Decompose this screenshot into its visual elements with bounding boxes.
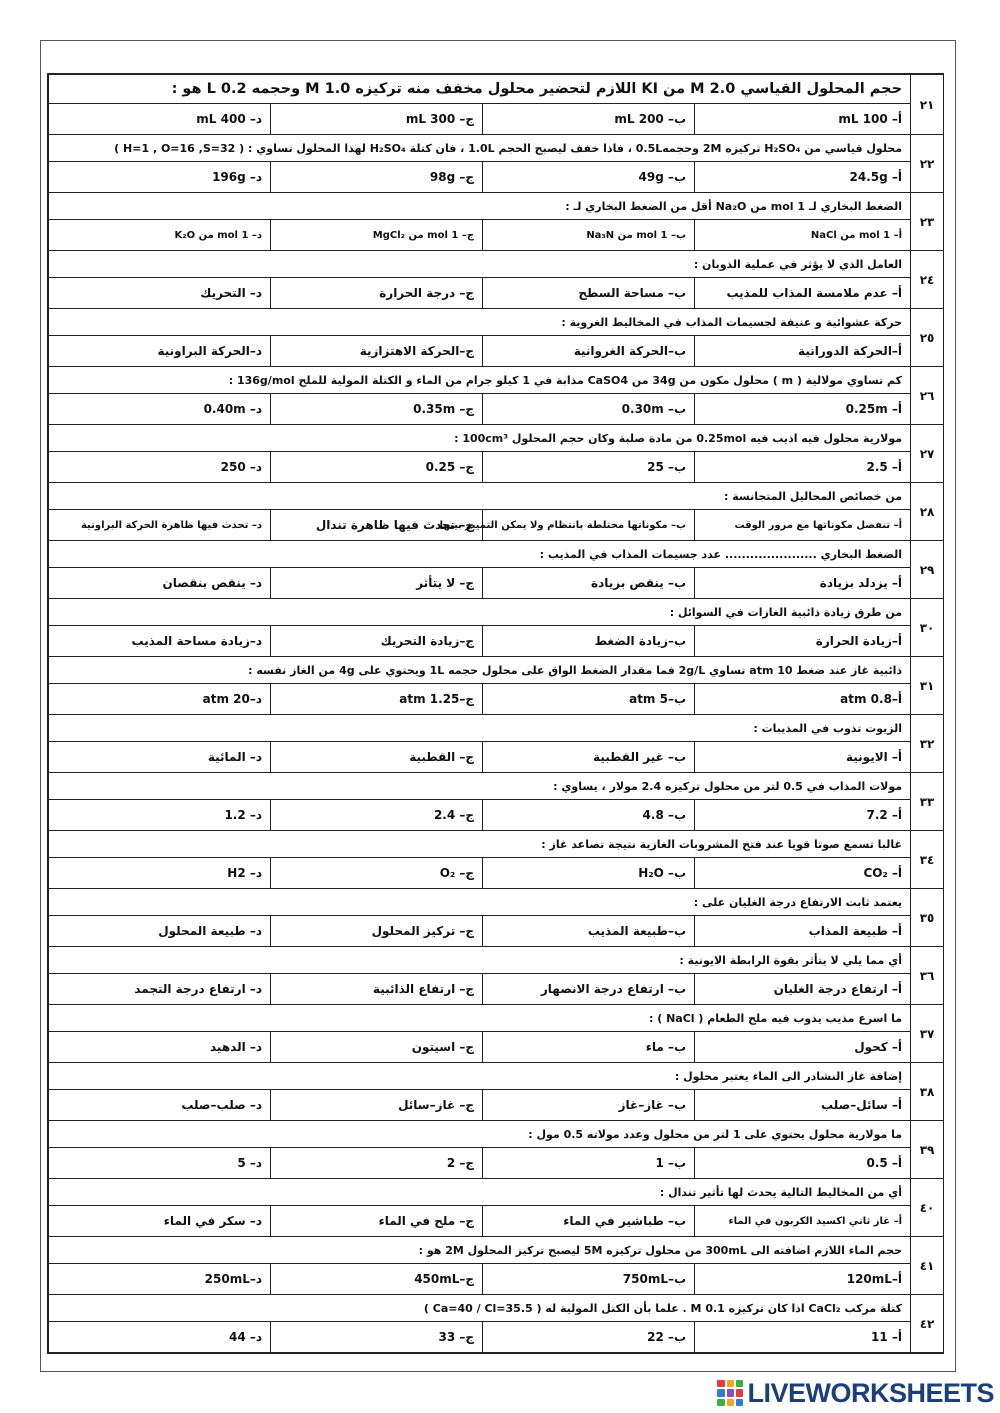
question-row bbox=[49, 367, 944, 394]
options-row bbox=[49, 916, 944, 947]
option-a[interactable]: أ– 24.5g bbox=[695, 162, 911, 193]
option-d[interactable]: د–250mL bbox=[49, 1264, 271, 1295]
question-row bbox=[49, 75, 944, 104]
question-number: ٢٧ bbox=[911, 425, 944, 483]
option-c[interactable]: ج– O₂ bbox=[271, 858, 483, 889]
question-number: ٣٣ bbox=[911, 773, 944, 831]
options-row bbox=[49, 336, 944, 367]
options-row bbox=[49, 684, 944, 715]
options-row bbox=[49, 974, 944, 1005]
question-row bbox=[49, 541, 944, 568]
option-c[interactable]: ج– تركيز المحلول bbox=[271, 916, 483, 947]
option-b[interactable]: ب– مكوناتها مختلطة بانتظام ولا يمكن التمييز بينها bbox=[483, 510, 695, 541]
option-c[interactable]: ج– القطبية bbox=[271, 742, 483, 773]
logo-square bbox=[736, 1389, 743, 1396]
option-d[interactable]: د– التحريك bbox=[49, 278, 271, 309]
option-c[interactable]: ج– 2 bbox=[271, 1148, 483, 1179]
option-b[interactable]: ب– ينقص بزيادة bbox=[483, 568, 695, 599]
option-c[interactable]: ج– غاز–سائل bbox=[271, 1090, 483, 1121]
option-d[interactable]: د– 196g bbox=[49, 162, 271, 193]
option-b[interactable]: ب– 4.8 bbox=[483, 800, 695, 831]
option-c[interactable]: ج– ملح في الماء bbox=[271, 1206, 483, 1237]
option-c[interactable]: ج– 300 mL bbox=[271, 104, 483, 135]
question-text: من خصائص المحاليل المتجانسة : bbox=[49, 483, 911, 510]
option-d[interactable]: د– 1 mol من K₂O bbox=[49, 220, 271, 251]
question-text: حركة عشوائية و عنيفة لجسيمات المذاب في المخاليط الغروية : bbox=[49, 309, 911, 336]
options-row bbox=[49, 800, 944, 831]
option-b[interactable]: ب– غاز–غاز bbox=[483, 1090, 695, 1121]
option-b[interactable]: ب– 1 mol من Na₃N bbox=[483, 220, 695, 251]
question-number: ٣٨ bbox=[911, 1063, 944, 1121]
option-c[interactable]: ج– 1 mol من MgCl₂ bbox=[271, 220, 483, 251]
option-a[interactable]: أ– 0.5 bbox=[695, 1148, 911, 1179]
question-number: ٣١ bbox=[911, 657, 944, 715]
option-c[interactable]: ج–الحركة الاهتزازية bbox=[271, 336, 483, 367]
option-b[interactable]: ب–زيادة الضغط bbox=[483, 626, 695, 657]
options-row bbox=[49, 1090, 944, 1121]
question-row bbox=[49, 831, 944, 858]
logo-square bbox=[727, 1380, 734, 1387]
question-text: كتلة مركب CaCl₂ اذا كان تركيزه 0.1 M . علما بأن الكتل المولية له ( Ca=40 / Cl=35.5 ) bbox=[49, 1295, 911, 1322]
question-row bbox=[49, 1295, 944, 1322]
option-c[interactable]: ج– 0.25 bbox=[271, 452, 483, 483]
option-c[interactable]: ج– 0.35m bbox=[271, 394, 483, 425]
option-d[interactable]: د–الحركة البراونية bbox=[49, 336, 271, 367]
option-d[interactable]: د–زيادة مساحة المذيب bbox=[49, 626, 271, 657]
question-text: كم تساوي مولالية ( m ) محلول مكون من 34g من CaSO4 مذابة في 1 كيلو جرام من الماء و الكتلة المولية للملح 136g/mol : bbox=[49, 367, 911, 394]
option-d[interactable]: د– طبيعة المحلول bbox=[49, 916, 271, 947]
option-b[interactable]: ب– ارتفاع درجة الانصهار bbox=[483, 974, 695, 1005]
question-number: ٢٨ bbox=[911, 483, 944, 541]
option-d[interactable]: د– 1.2 bbox=[49, 800, 271, 831]
option-a[interactable]: أ– عدم ملامسة المذاب للمذيب bbox=[695, 278, 911, 309]
question-number: ٣٧ bbox=[911, 1005, 944, 1063]
option-d[interactable]: د– 250 bbox=[49, 452, 271, 483]
question-text: إضافة غاز النشادر الى الماء يعتبر محلول : bbox=[49, 1063, 911, 1090]
option-d[interactable]: د– ارتفاع درجة التجمد bbox=[49, 974, 271, 1005]
options-row bbox=[49, 278, 944, 309]
options-row bbox=[49, 858, 944, 889]
option-a[interactable]: أ– غاز ثاني اكسيد الكربون في الماء bbox=[695, 1206, 911, 1237]
question-number: ٢٤ bbox=[911, 251, 944, 309]
option-b[interactable]: ب– 49g bbox=[483, 162, 695, 193]
option-b[interactable]: ب– 22 bbox=[483, 1322, 695, 1353]
option-c[interactable]: ج–زيادة التحريك bbox=[271, 626, 483, 657]
option-c[interactable]: ج– درجة الحرارة bbox=[271, 278, 483, 309]
question-number: ٤١ bbox=[911, 1237, 944, 1295]
question-row bbox=[49, 657, 944, 684]
option-b[interactable]: ب– H₂O bbox=[483, 858, 695, 889]
worksheet-table-container bbox=[47, 73, 944, 1354]
option-a[interactable]: أ– 0.25m bbox=[695, 394, 911, 425]
option-a[interactable]: أ– 2.5 bbox=[695, 452, 911, 483]
options-row bbox=[49, 104, 944, 135]
option-b[interactable]: ب– ماء bbox=[483, 1032, 695, 1063]
option-b[interactable]: ب– 0.30m bbox=[483, 394, 695, 425]
option-c[interactable]: ج– تحدث فيها ظاهرة تندال bbox=[271, 510, 483, 541]
option-c[interactable]: ج– 98g bbox=[271, 162, 483, 193]
question-row bbox=[49, 1179, 944, 1206]
option-b[interactable]: ب– 1 bbox=[483, 1148, 695, 1179]
options-row bbox=[49, 510, 944, 541]
question-row bbox=[49, 425, 944, 452]
question-row bbox=[49, 889, 944, 916]
option-d[interactable]: د–20 atm bbox=[49, 684, 271, 715]
logo-square bbox=[727, 1399, 734, 1406]
option-a[interactable]: أ–الحركة الدورانية bbox=[695, 336, 911, 367]
option-a[interactable]: أ– 1 mol من NaCl bbox=[695, 220, 911, 251]
options-row bbox=[49, 1032, 944, 1063]
option-c[interactable]: ج–450mL bbox=[271, 1264, 483, 1295]
question-number: ٤٠ bbox=[911, 1179, 944, 1237]
option-d[interactable]: د– ينقص بنقصان bbox=[49, 568, 271, 599]
question-number: ٢٩ bbox=[911, 541, 944, 599]
options-row bbox=[49, 742, 944, 773]
option-d[interactable]: د– 0.40m bbox=[49, 394, 271, 425]
question-number: ٣٩ bbox=[911, 1121, 944, 1179]
options-row bbox=[49, 626, 944, 657]
option-d[interactable]: د– صلب–صلب bbox=[49, 1090, 271, 1121]
question-number: ٣٠ bbox=[911, 599, 944, 657]
question-row bbox=[49, 1063, 944, 1090]
option-a[interactable]: أ– تنفصل مكوناتها مع مرور الوقت bbox=[695, 510, 911, 541]
option-c[interactable]: ج– لا يتأثر bbox=[271, 568, 483, 599]
logo-square bbox=[717, 1380, 724, 1387]
option-a[interactable]: أ– 7.2 bbox=[695, 800, 911, 831]
option-d[interactable]: د– سكر في الماء bbox=[49, 1206, 271, 1237]
question-number: ٢٣ bbox=[911, 193, 944, 251]
logo-square bbox=[717, 1389, 724, 1396]
option-d[interactable]: د– 400 mL bbox=[49, 104, 271, 135]
question-row bbox=[49, 1005, 944, 1032]
question-text: أي مما يلي لا يتأثر بقوة الرابطة الايونية : bbox=[49, 947, 911, 974]
option-b[interactable]: ب– غير القطبية bbox=[483, 742, 695, 773]
options-row bbox=[49, 1322, 944, 1353]
question-row bbox=[49, 309, 944, 336]
option-a[interactable]: أ–120mL bbox=[695, 1264, 911, 1295]
liveworksheets-watermark bbox=[717, 1378, 994, 1408]
question-text: ما اسرع مذيب يذوب فيه ملح الطعام ( NaCl ) : bbox=[49, 1005, 911, 1032]
options-row bbox=[49, 1264, 944, 1295]
options-row bbox=[49, 452, 944, 483]
option-d[interactable]: د– 5 bbox=[49, 1148, 271, 1179]
options-row bbox=[49, 1206, 944, 1237]
options-row bbox=[49, 1148, 944, 1179]
question-row bbox=[49, 947, 944, 974]
option-a[interactable]: أ– CO₂ bbox=[695, 858, 911, 889]
question-row bbox=[49, 483, 944, 510]
option-d[interactable]: د– 44 bbox=[49, 1322, 271, 1353]
logo-square bbox=[727, 1389, 734, 1396]
option-c[interactable]: ج– اسيتون bbox=[271, 1032, 483, 1063]
question-text: الزيوت تذوب في المذيبات : bbox=[49, 715, 911, 742]
logo-square bbox=[717, 1399, 724, 1406]
option-c[interactable]: ج– ارتفاع الذائبية bbox=[271, 974, 483, 1005]
question-text: حجم المحلول القياسي 2.0 M من KI اللازم لتحضير محلول مخفف منه تركيزه 1.0 M وحجمه 0.2 L هو : bbox=[49, 75, 911, 104]
option-b[interactable]: ب– 25 bbox=[483, 452, 695, 483]
question-row bbox=[49, 773, 944, 800]
question-text: غالبا تسمع صوتا قويا عند فتح المشروبات الغازية نتيجة تصاعد غاز : bbox=[49, 831, 911, 858]
option-b[interactable]: ب– طباشير في الماء bbox=[483, 1206, 695, 1237]
option-a[interactable]: أ– طبيعة المذاب bbox=[695, 916, 911, 947]
option-b[interactable]: ب– مساحة السطح bbox=[483, 278, 695, 309]
option-b[interactable]: ب–طبيعة المذيب bbox=[483, 916, 695, 947]
question-text: يعتمد ثابت الارتفاع درجة الغليان على : bbox=[49, 889, 911, 916]
question-row bbox=[49, 135, 944, 162]
option-a[interactable]: أ– ارتفاع درجة الغليان bbox=[695, 974, 911, 1005]
question-row bbox=[49, 251, 944, 278]
question-text: مولارية محلول فيه اذيب فيه 0.25mol من مادة صلبة وكان حجم المحلول 100cm³ : bbox=[49, 425, 911, 452]
option-b[interactable]: ب– 200 mL bbox=[483, 104, 695, 135]
question-number: ٣٤ bbox=[911, 831, 944, 889]
option-a[interactable]: أ– 11 bbox=[695, 1322, 911, 1353]
question-text: حجم الماء اللازم اضافته الى 300mL من محلول تركيزه 5M ليصبح تركيز المحلول 2M هو : bbox=[49, 1237, 911, 1264]
option-a[interactable]: أ–0.8 atm bbox=[695, 684, 911, 715]
question-text: أي من المخاليط التالية يحدث لها تأثير تندال : bbox=[49, 1179, 911, 1206]
options-row bbox=[49, 394, 944, 425]
question-number: ٢٥ bbox=[911, 309, 944, 367]
watermark-text: LIVEWORKSHEETS bbox=[747, 1377, 994, 1408]
question-row bbox=[49, 1121, 944, 1148]
question-number: ٢١ bbox=[911, 75, 944, 135]
question-text: ما مولارية محلول يحتوي على 1 لتر من محلول وعدد مولاته 0.5 مول : bbox=[49, 1121, 911, 1148]
liveworksheets-logo-icon bbox=[717, 1380, 743, 1406]
question-text: الضغط البخاري لـ 1 mol من Na₂O أقل من الضغط البخاري لـ : bbox=[49, 193, 911, 220]
logo-square bbox=[736, 1399, 743, 1406]
option-a[interactable]: أ– يزدلد بزيادة bbox=[695, 568, 911, 599]
question-text: مولات المذاب في 0.5 لتر من محلول تركيزه 2.4 مولار ، يساوي : bbox=[49, 773, 911, 800]
option-c[interactable]: ج– 2.4 bbox=[271, 800, 483, 831]
question-row bbox=[49, 715, 944, 742]
question-row bbox=[49, 193, 944, 220]
question-row bbox=[49, 1237, 944, 1264]
option-b[interactable]: ب–الحركة الغروانية bbox=[483, 336, 695, 367]
option-a[interactable]: أ– 100 mL bbox=[695, 104, 911, 135]
option-d[interactable]: د– المائية bbox=[49, 742, 271, 773]
options-row bbox=[49, 568, 944, 599]
question-number: ٣٥ bbox=[911, 889, 944, 947]
option-c[interactable]: ج–1.25 atm bbox=[271, 684, 483, 715]
question-number: ٤٢ bbox=[911, 1295, 944, 1353]
question-text: الضغط البخاري ...................... عدد جسيمات المذاب في المذيب : bbox=[49, 541, 911, 568]
options-row bbox=[49, 162, 944, 193]
option-b[interactable]: ب–750mL bbox=[483, 1264, 695, 1295]
option-d[interactable]: د– تحدث فيها ظاهرة الحركة البراونية bbox=[49, 510, 271, 541]
question-number: ٢٦ bbox=[911, 367, 944, 425]
option-b[interactable]: ب–5 atm bbox=[483, 684, 695, 715]
option-a[interactable]: أ– سائل–صلب bbox=[695, 1090, 911, 1121]
questions-table bbox=[48, 74, 944, 1353]
option-c[interactable]: ج– 33 bbox=[271, 1322, 483, 1353]
question-text: محلول قياسي من H₂SO₄ تركيزه 2M وحجمه0.5L ، فاذا خفف ليصبح الحجم 1.0L ، فان كتلة H₂SO₄ لهذا المحلول تساوي : ( H=1 , O=16 ,S=32 ) bbox=[49, 135, 911, 162]
option-d[interactable]: د– H2 bbox=[49, 858, 271, 889]
question-number: ٢٢ bbox=[911, 135, 944, 193]
option-a[interactable]: أ– الايونية bbox=[695, 742, 911, 773]
question-text: ذائبية غاز عند ضغط 10 atm تساوي 2g/L فما مقدار الضغط الواق على محلول حجمه 1L ويحتوي على 4g من الغاز نفسه : bbox=[49, 657, 911, 684]
question-text: من طرق زيادة ذائبية الغازات في السوائل : bbox=[49, 599, 911, 626]
options-row bbox=[49, 220, 944, 251]
question-row bbox=[49, 599, 944, 626]
option-d[interactable]: د– الدهيد bbox=[49, 1032, 271, 1063]
question-number: ٣٦ bbox=[911, 947, 944, 1005]
logo-square bbox=[736, 1380, 743, 1387]
question-text: العامل الذي لا يؤثر في عملية الذوبان : bbox=[49, 251, 911, 278]
option-a[interactable]: أ– كحول bbox=[695, 1032, 911, 1063]
option-a[interactable]: أ–زيادة الحرارة bbox=[695, 626, 911, 657]
question-number: ٣٢ bbox=[911, 715, 944, 773]
